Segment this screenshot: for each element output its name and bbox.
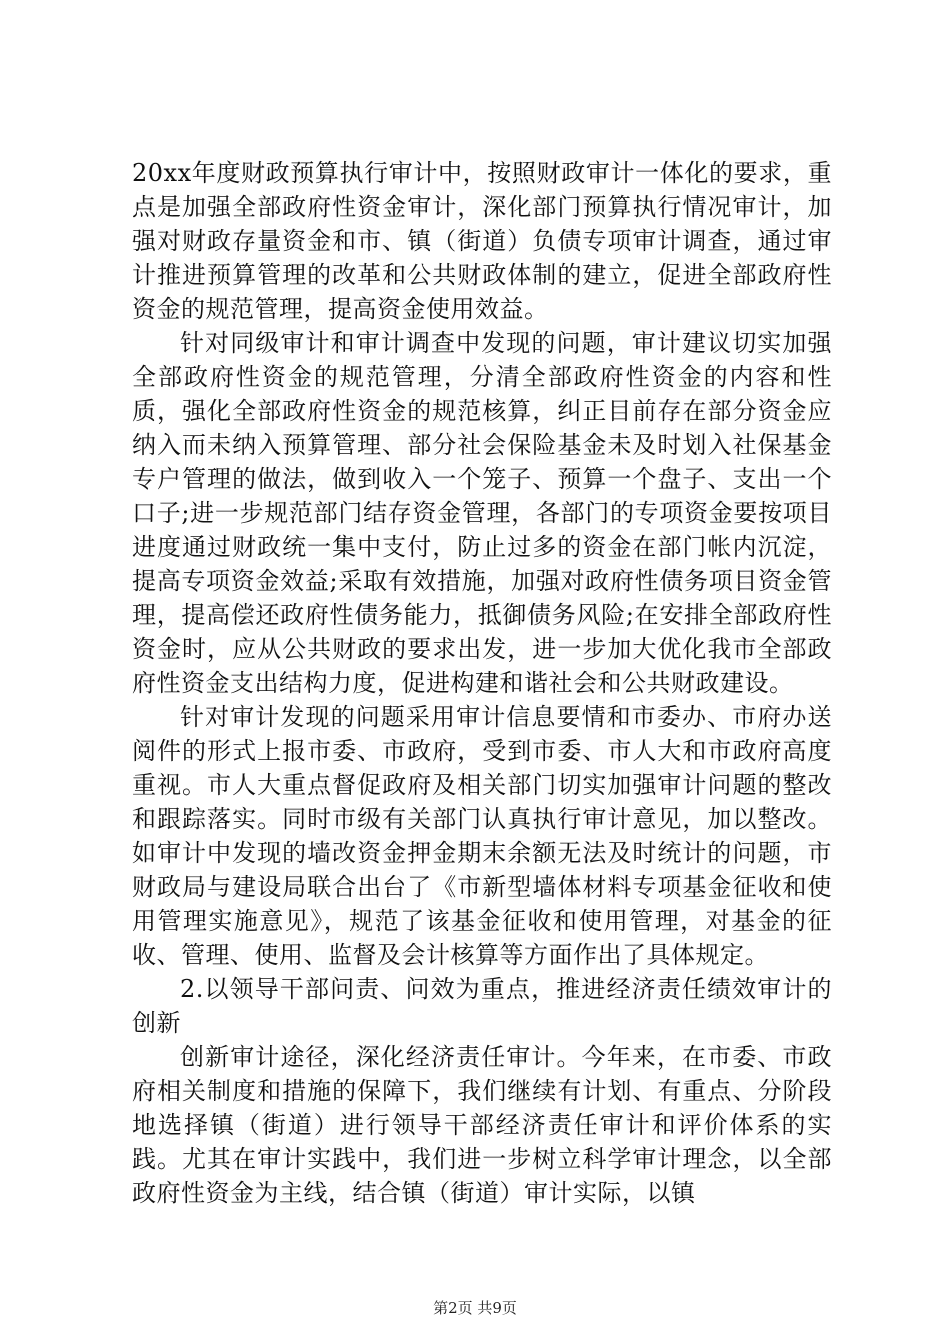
paragraph-4: 创新审计途径，深化经济责任审计。今年来，在市委、市政府相关制度和措施的保障下，我们继续有计划、有重点、分阶段地选择镇（街道）进行领导干部经济责任审计和评价体系的实践。尤其在审计实践中，我们进一步树立科学审计理念，以全部政府性资金为主线，结合镇（街道）审计实际，以镇	[132, 1043, 832, 1207]
paragraph-2: 针对同级审计和审计调查中发现的问题，审计建议切实加强全部政府性资金的规范管理，分清全部政府性资金的内容和性质，强化全部政府性资金的规范核算，纠正目前存在部分资金应纳入而未纳入预算管理、部分社会保险基金未及时划入社保基金专户管理的做法，做到收入一个笼子、预算一个盘子、支出一个口子;进一步规范部门结存资金管理，各部门的专项资金要按项目进度通过财政统一集中支付，防止过多的资金在部门帐内沉淀，提高专项资金效益;采取有效措施，加强对政府性债务项目资金管理，提高偿还政府性债务能力，抵御债务风险;在安排全部政府性资金时，应从公共财政的要求出发，进一步加大优化我市全部政府性资金支出结构力度，促进构建和谐社会和公共财政建设。	[132, 329, 832, 697]
paragraph-1: 20xx年度财政预算执行审计中，按照财政审计一体化的要求，重点是加强全部政府性资金审计，深化部门预算执行情况审计，加强对财政存量资金和市、镇（街道）负债专项审计调查，通过审计推进预算管理的改革和公共财政体制的建立，促进全部政府性资金的规范管理，提高资金使用效益。	[132, 159, 832, 323]
section-heading: 2.以领导干部问责、问效为重点，推进经济责任绩效审计的创新	[132, 975, 832, 1037]
page-footer: 第2页 共9页	[433, 1299, 517, 1317]
paragraph-3: 针对审计发现的问题采用审计信息要情和市委办、市府办送阅件的形式上报市委、市政府，受到市委、市人大和市政府高度重视。市人大重点督促政府及相关部门切实加强审计问题的整改和跟踪落实。同时市级有关部门认真执行审计意见，加以整改。如审计中发现的墙改资金押金期末余额无法及时统计的问题，市财政局与建设局联合出台了《市新型墙体材料专项基金征收和使用管理实施意见》，规范了该基金征收和使用管理，对基金的征收、管理、使用、监督及会计核算等方面作出了具体规定。	[132, 703, 832, 969]
document-body	[132, 156, 832, 1210]
